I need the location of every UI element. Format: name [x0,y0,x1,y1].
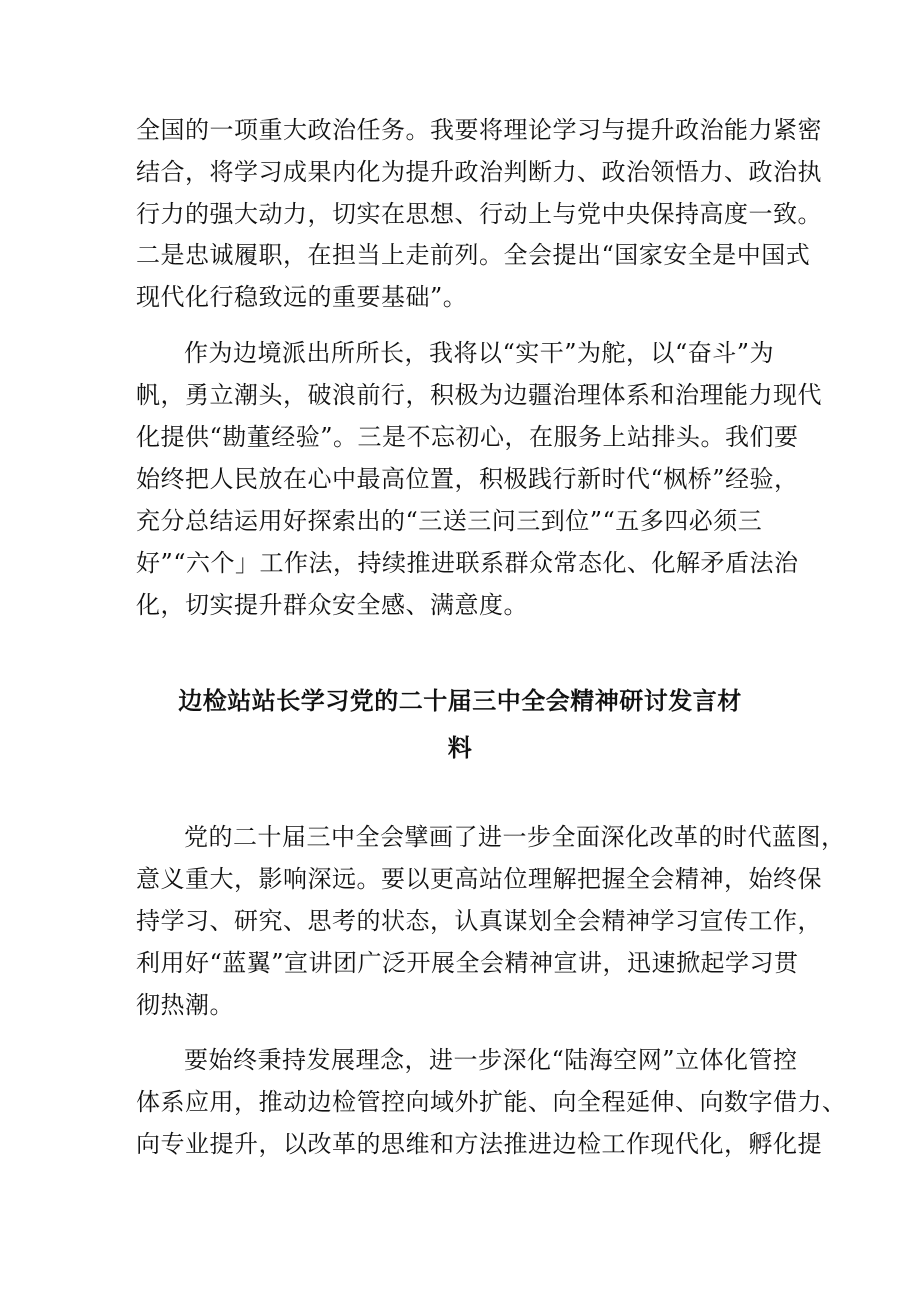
paragraph-line: 行力的强大动力，切实在思想、行动上与党中央保持高度一致。 [136,200,822,228]
section-title-continued: 料 [447,733,473,762]
paragraph-line: 二是忠诚履职，在担当上走前列。全会提出“国家安全是中国式 [136,241,811,269]
paragraph-line: 作为边境派出所所长，我将以“实干”为舵，以“奋斗”为 [184,339,775,367]
paragraph-line: 化，切实提升群众安全感、满意度。 [136,591,528,619]
paragraph-line: 始终把人民放在心中最高位置，积极践行新时代“枫桥”经验， [136,465,799,493]
paragraph-line: 利用好“蓝翼”宣讲团广泛开展全会精神宣讲，迅速掀起学习贯 [136,949,799,977]
paragraph-line: 党的二十届三中全会擘画了进一步全面深化改革的时代蓝图， [184,823,846,851]
paragraph-line: 持学习、研究、思考的状态，认真谋划全会精神学习宣传工作， [136,907,822,935]
paragraph-line: 好”“六个」工作法，持续推进联系群众常态化、化解矛盾法治 [136,549,799,577]
paragraph-line: 体系应用，推动边检管控向域外扩能、向全程延伸、向数字借力、 [136,1088,847,1116]
paragraph-line: 现代化行稳致远的重要基础”。 [136,283,468,311]
section-title: 边检站站长学习党的二十届三中全会精神研讨发言材 [178,686,742,715]
paragraph-line: 彻热潮。 [136,991,234,1019]
paragraph-line: 帆，勇立潮头，破浪前行，积极为边疆治理体系和治理能力现代 [136,381,822,409]
paragraph-line: 结合，将学习成果内化为提升政治判断力、政治领悟力、政治执 [136,158,822,186]
paragraph-line: 要始终秉持发展理念，进一步深化“陆海空网”立体化管控 [184,1046,798,1074]
paragraph-line: 全国的一项重大政治任务。我要将理论学习与提升政治能力紧密 [136,116,822,144]
paragraph-line: 向专业提升，以改革的思维和方法推进边检工作现代化，孵化提 [136,1130,822,1158]
paragraph-line: 充分总结运用好探索出的“三送三问三到位”“五多四必须三 [136,507,763,535]
paragraph-line: 意义重大，影响深远。要以更高站位理解把握全会精神，始终保 [136,865,822,893]
paragraph-line: 化提供“勘董经验”。三是不忘初心，在服务上站排头。我们要 [136,423,799,451]
